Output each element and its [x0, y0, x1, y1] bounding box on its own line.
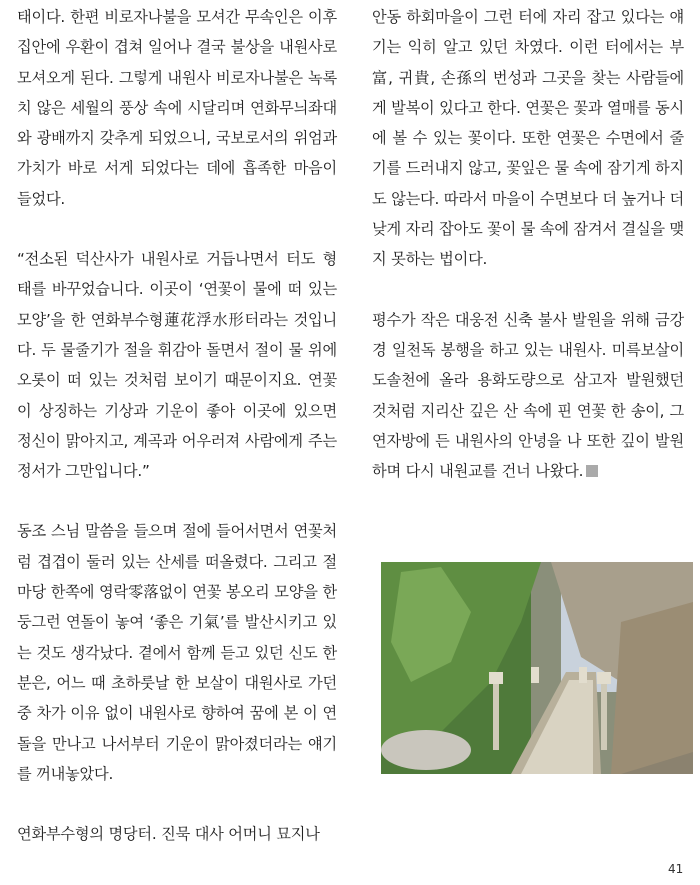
closing-paragraph	[372, 305, 684, 487]
quote-paragraph: “전소된 덕산사가 내원사로 거듭나면서 터도 형태를 바꾸었습니다. 이곳이 ‘연꽃이 물에 떠 있는 모양’을 한 연화부수형蓮花浮水形터라는 것입니다. 두 물줄기가 절을 휘감아 돌면서 절이 물 위에 오롯이 떠 있는 것처럼 보이기 때문이지요. 연꽃이 상징하는 기상과 기운이 좋아 이곳에 있으면 정신이 맑아지고, 계곡과 어우러져 사람에게 주는 정서가 그만입니다.”	[17, 250, 337, 481]
right-column	[372, 2, 684, 516]
body-paragraph: 동조 스님 말씀을 들으며 절에 들어서면서 연꽃처럼 겹겹이 둘러 있는 산세를 떠올렸다. 그리고 절 마당 한쪽에 영락零落없이 연꽃 봉오리 모양을 한 둥그런 연돌이 놓여 ‘좋은 기氣’를 발산시키고 있는 것도 생각났다. 곁에서 함께 듣고 있던 신도 한 분은, 어느 때 초하룻날 한 보살이 대원사로 가던 중 차가 이유 없이 내원사로 향하여 꿈에 본 이 연돌을 만나고 나서부터 기운이 맑아졌더라는 얘기를 꺼내놓았다.	[17, 522, 337, 783]
bridge-photo	[381, 562, 693, 774]
body-paragraph: 태이다. 한편 비로자나불을 모셔간 무속인은 이후 집안에 우환이 겹쳐 일어나 결국 불상을 내원사로 모셔오게 된다. 그렇게 내원사 비로자나불은 녹록치 않은 세월의 풍상 속에 시달리며 연화무늬좌대와 광배까지 갖추게 되었으니, 국보로서의 위엄과 가치가 바로 서게 되었다는 데에 흡족한 마음이 들었다.	[17, 8, 337, 208]
body-paragraph: 안동 하회마을이 그런 터에 자리 잡고 있다는 얘기는 익히 알고 있던 차였다. 이런 터에서는 부富, 귀貴, 손孫의 번성과 그곳을 찾는 사람들에게 발복이 있다고 한다. 연꽃은 꽃과 열매를 동시에 볼 수 있는 꽃이다. 또한 연꽃은 수면에서 줄기를 드러내지 않고, 꽃잎은 물 속에 잠기게 하지도 않는다. 따라서 마을이 수면보다 더 높거나 더 낮게 자리 잡아도 꽃이 물 속에 잠겨서 결실을 맺지 못하는 법이다.	[372, 8, 684, 269]
end-mark-icon	[586, 465, 598, 477]
page-number: 41	[668, 862, 684, 876]
body-paragraph: 연화부수형의 명당터. 진묵 대사 어머니 묘지나	[17, 825, 320, 844]
left-column	[17, 2, 337, 879]
closing-text: 평수가 작은 대웅전 신축 불사 발원을 위해 금강경 일천독 봉행을 하고 있는 내원사. 미륵보살이 도솔천에 올라 용화도량으로 삼고자 발원했던 것처럼 지리산 깊은 산 속에 핀 연꽃 한 송이, 그 연자방에 든 내원사의 안녕을 나 또한 깊이 발원하며 다시 내원교를 건너 나왔다.	[372, 310, 684, 481]
